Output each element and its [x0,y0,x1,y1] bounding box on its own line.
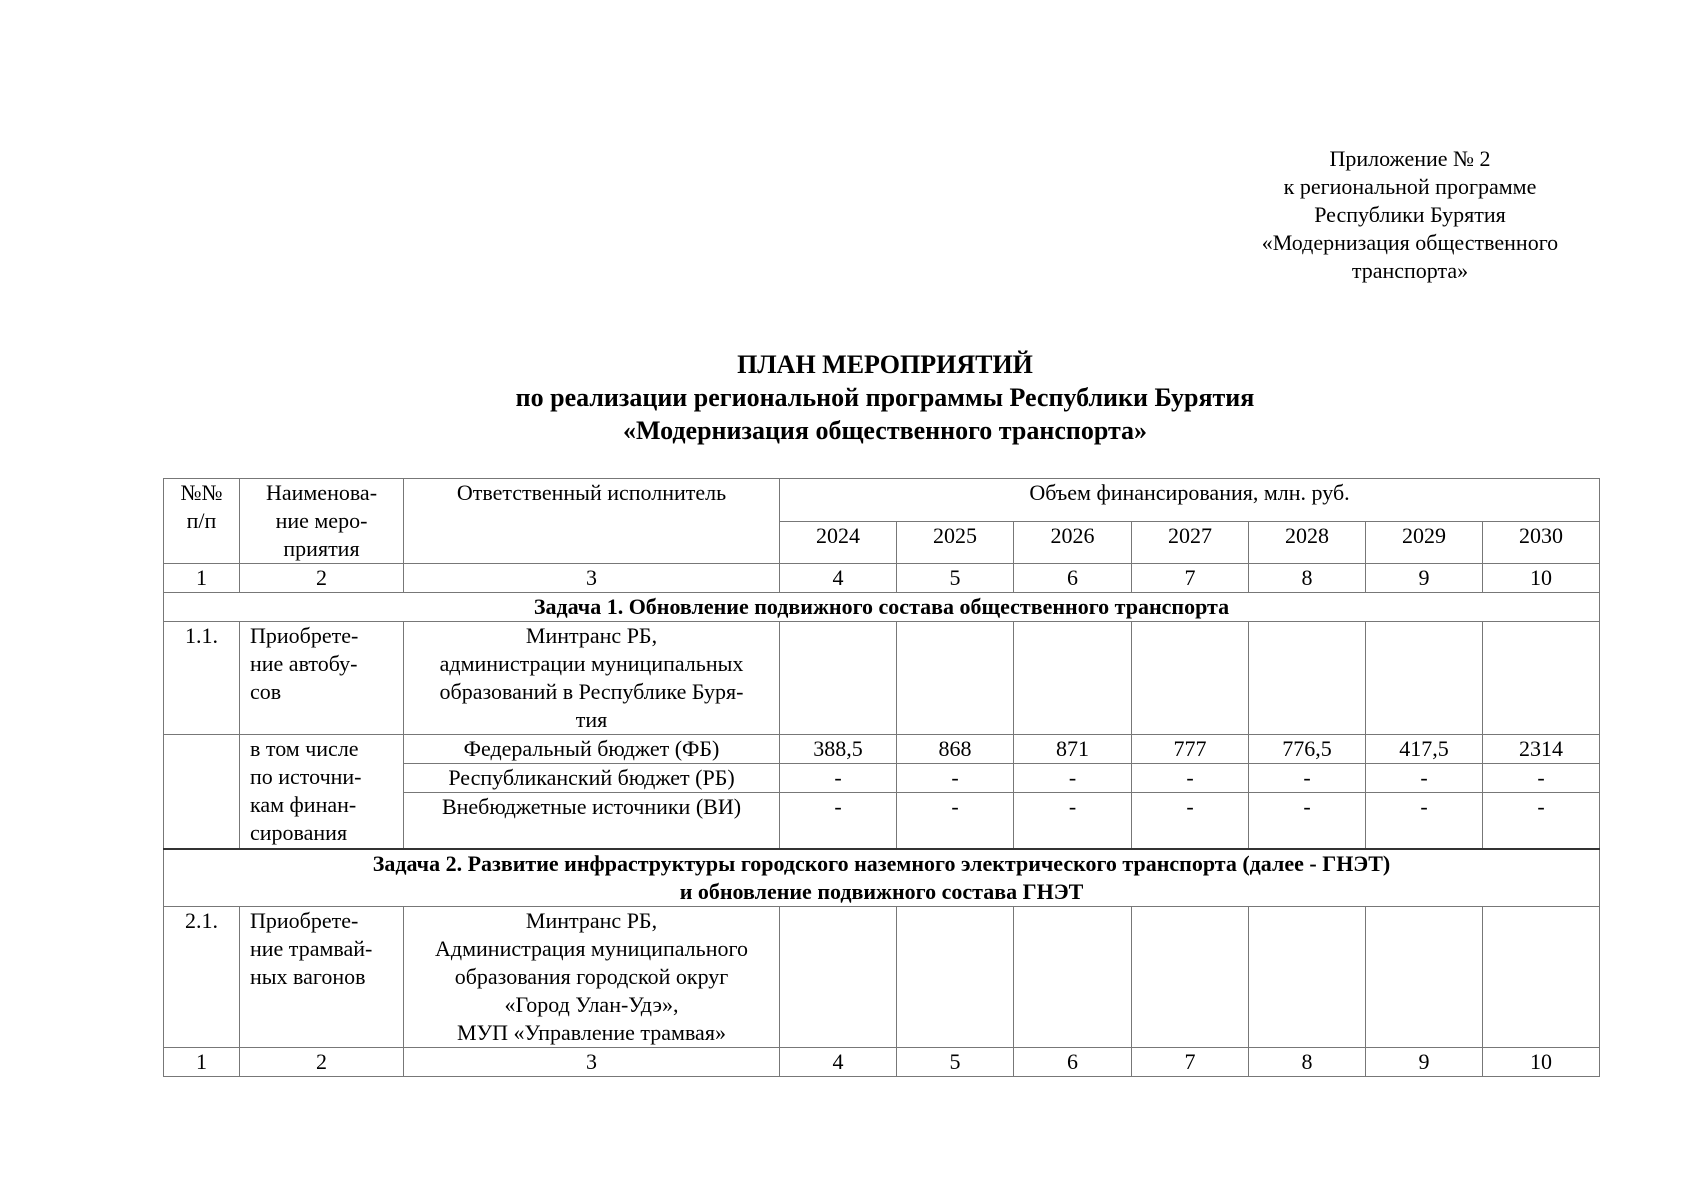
plan-table [163,478,1600,1077]
column-number: 8 [1249,564,1366,593]
task2-title [164,849,1600,907]
column-number: 2 [240,564,404,593]
value-cell: - [1249,764,1366,793]
empty-cell [1483,622,1600,735]
executor-line: администрации муниципальных [439,651,744,676]
document-title [150,348,1620,447]
column-number: 5 [897,564,1014,593]
header-name-line: Наименова- [265,480,378,505]
value-cell: - [1366,793,1483,849]
value-cell: - [1132,793,1249,849]
value-cell: 417,5 [1366,735,1483,764]
header-year: 2029 [1366,521,1483,564]
column-number: 4 [780,564,897,593]
appendix-line: к региональной программе [1283,174,1537,199]
empty-cell [1014,622,1132,735]
value-cell: - [1483,764,1600,793]
executor-line: «Город Улан-Удэ», [504,991,679,1017]
column-number: 3 [404,564,780,593]
value-cell: - [1483,793,1600,849]
source-name: Республиканский бюджет (РБ) [404,764,780,793]
appendix-note [1230,145,1590,285]
table-row [164,906,1600,1047]
value-cell: 388,5 [780,735,897,764]
item-name-line: Приобрете- [250,907,359,933]
executor-line: Минтранс РБ, [525,907,658,933]
source-name: Внебюджетные источники (ВИ) [404,793,780,849]
value-cell: 776,5 [1249,735,1366,764]
empty-cell [780,622,897,735]
column-number: 1 [164,1047,240,1076]
value-cell: - [1014,793,1132,849]
item-name [240,622,404,735]
task1-title: Задача 1. Обновление подвижного состава общественного транспорта [164,593,1600,622]
column-number: 6 [1014,1047,1132,1076]
column-numbers-row [164,1047,1600,1076]
header-year: 2030 [1483,521,1600,564]
sources-label-line: в том числе [250,736,359,761]
title-line: по реализации региональной программы Республики Бурятия [515,383,1255,412]
header-year: 2026 [1014,521,1132,564]
executor-line: образований в Республике Буря- [439,679,744,704]
value-cell: 777 [1132,735,1249,764]
item-name-line: ние автобу- [250,651,358,676]
executor-line: Минтранс РБ, [525,623,658,648]
column-number: 10 [1483,1047,1600,1076]
header-year: 2027 [1132,521,1249,564]
header-funding: Объем финансирования, млн. руб. [780,479,1600,522]
value-cell: - [1249,793,1366,849]
empty-cell [1249,622,1366,735]
value-cell: - [897,793,1014,849]
item-number: 2.1. [164,906,240,1047]
empty-cell [1366,906,1483,1047]
executor-line: образования городской округ [454,963,729,989]
value-cell: - [1366,764,1483,793]
column-number: 7 [1132,1047,1249,1076]
value-cell: 868 [897,735,1014,764]
executor-line: МУП «Управление трамвая» [457,1019,726,1045]
value-cell: - [1014,764,1132,793]
column-number: 2 [240,1047,404,1076]
empty-cell [164,735,240,849]
item-name-line: ных вагонов [250,963,366,989]
empty-cell [897,906,1014,1047]
header-num-line: п/п [186,508,217,533]
column-number: 6 [1014,564,1132,593]
empty-cell [897,622,1014,735]
task-row [164,593,1600,622]
empty-cell [1249,906,1366,1047]
value-cell: - [1132,764,1249,793]
column-number: 4 [780,1047,897,1076]
column-numbers-row [164,564,1600,593]
item-name-line: Приобрете- [250,623,359,648]
header-name-line: приятия [283,536,360,561]
executor-line: Администрация муниципального [435,935,748,961]
header-executor: Ответственный исполнитель [404,479,780,564]
appendix-line: транспорта» [1351,258,1469,283]
task-row [164,849,1600,907]
value-cell: - [897,764,1014,793]
item-executor [404,906,780,1047]
source-name: Федеральный бюджет (ФБ) [404,735,780,764]
table-row [164,735,1600,764]
appendix-line: Приложение № 2 [1329,146,1491,171]
title-line: «Модернизация общественного транспорта» [622,416,1148,445]
header-year: 2024 [780,521,897,564]
appendix-line: Республики Бурятия [1314,202,1506,227]
title-line: ПЛАН МЕРОПРИЯТИЙ [737,350,1033,379]
column-number: 10 [1483,564,1600,593]
column-number: 1 [164,564,240,593]
header-year: 2025 [897,521,1014,564]
value-cell: 871 [1014,735,1132,764]
value-cell: - [780,793,897,849]
item-number: 1.1. [164,622,240,735]
column-number: 9 [1366,1047,1483,1076]
appendix-line: «Модернизация общественного [1261,230,1559,255]
table-row [164,622,1600,735]
item-name [240,906,404,1047]
header-num [164,479,240,564]
empty-cell [1132,622,1249,735]
sources-label-line: по источни- [250,764,362,789]
header-name-line: ние меро- [275,508,368,533]
empty-cell [1366,622,1483,735]
column-number: 7 [1132,564,1249,593]
column-number: 5 [897,1047,1014,1076]
header-row [164,479,1600,522]
task2-title-line: Задача 2. Развитие инфраструктуры городского наземного электрического транспорта (далее - ГНЭТ) [372,850,1391,876]
empty-cell [1014,906,1132,1047]
task2-title-line: и обновление подвижного состава ГНЭТ [679,878,1084,904]
header-num-line: №№ [180,480,223,505]
header-year: 2028 [1249,521,1366,564]
sources-label-line: кам финан- [250,792,357,817]
item-name-line: сов [250,679,282,704]
column-number: 8 [1249,1047,1366,1076]
value-cell: - [780,764,897,793]
column-number: 3 [404,1047,780,1076]
sources-label-line: сирования [250,820,348,845]
empty-cell [1132,906,1249,1047]
column-number: 9 [1366,564,1483,593]
empty-cell [780,906,897,1047]
header-name [240,479,404,564]
sources-label [240,735,404,849]
executor-line: тия [575,707,608,732]
value-cell: 2314 [1483,735,1600,764]
item-executor [404,622,780,735]
empty-cell [1483,906,1600,1047]
item-name-line: ние трамвай- [250,935,373,961]
